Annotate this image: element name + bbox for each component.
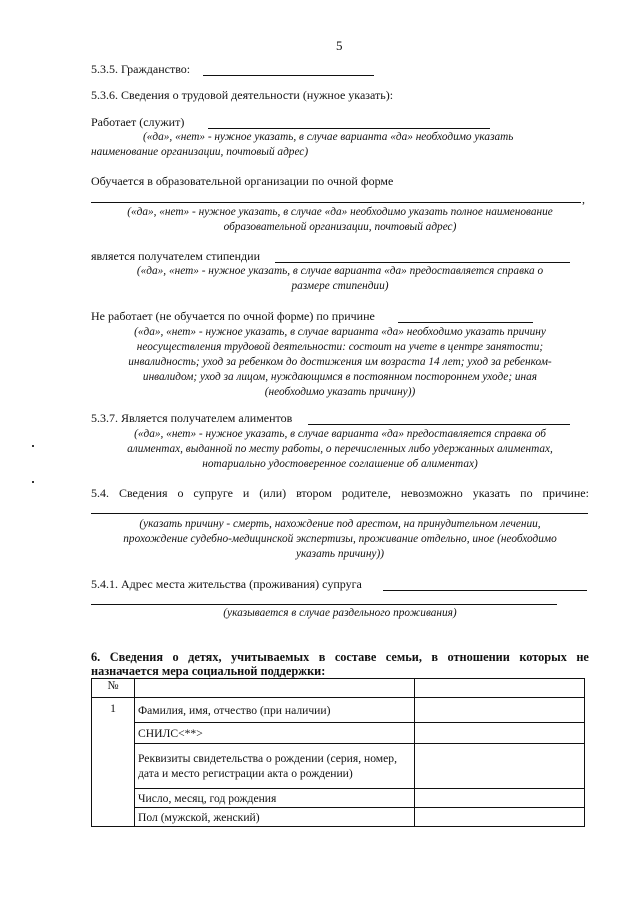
not-working-note-3: инвалидность; уход за ребенком до достижения им возраста 14 лет; уход за ребенком- xyxy=(128,356,552,368)
row-value-full-name[interactable] xyxy=(415,698,585,723)
spouse-note-3: указать причину)) xyxy=(296,548,384,560)
page-number: 5 xyxy=(336,38,343,53)
not-working-note-1: («да», «нет» - нужное указать, в случае варианта «да» необходимо указать причину xyxy=(134,326,546,338)
stipend-label: является получателем стипендии xyxy=(91,249,260,263)
citizenship-label: 5.3.5. Гражданство: xyxy=(91,62,191,76)
table-row xyxy=(92,723,585,744)
row-value-birth-date[interactable] xyxy=(415,789,585,808)
studies-note-2: образовательной организации, почтовый адрес) xyxy=(223,221,457,233)
spouse-note-1: (указать причину - смерть, нахождение под арестом, на принудительном лечении, xyxy=(139,518,541,530)
alimony-note-3: нотариально удостоверенное соглашение об алиментах) xyxy=(202,458,478,470)
children-table xyxy=(91,678,585,827)
spouse-address-note: (указывается в случае раздельного проживания) xyxy=(223,607,457,619)
studies-label: Обучается в образовательной организации по очной форме xyxy=(91,174,394,188)
header-number-cell: № xyxy=(92,679,135,698)
spouse-note-2: прохождение судебно-медицинской экспертизы, проживание отдельно, иное (необходимо xyxy=(123,533,557,545)
alimony-note-1: («да», «нет» - нужное указать, в случае варианта «да» предоставляется справка об xyxy=(134,428,546,440)
spouse-reason-field[interactable] xyxy=(91,513,588,514)
works-label: Работает (служит) xyxy=(91,115,185,129)
children-heading-line-1: 6. Сведения о детях, учитываемых в составе семьи, в отношении которых не xyxy=(91,650,589,664)
children-heading-line-2: назначается мера социальной поддержки: xyxy=(91,664,326,678)
row-value-gender[interactable] xyxy=(415,808,585,827)
row-label-snils: СНИЛС<**> xyxy=(135,723,415,744)
row-label-birth-date: Число, месяц, год рождения xyxy=(135,789,415,808)
alimony-field[interactable] xyxy=(308,424,570,425)
spouse-address-field-2[interactable] xyxy=(91,604,557,605)
stipend-note-1: («да», «нет» - нужное указать, в случае варианта «да» предоставляется справка о xyxy=(136,265,544,277)
spouse-heading: 5.4. Сведения о супруге и (или) втором родителе, невозможно указать по причине: xyxy=(91,486,589,500)
studies-note-1: («да», «нет» - нужное указать, в случае «да» необходимо указать полное наименование xyxy=(127,206,553,218)
table-header-row xyxy=(92,679,585,698)
citizenship-field[interactable] xyxy=(203,75,374,76)
studies-field[interactable] xyxy=(91,202,581,203)
table-row xyxy=(92,698,585,723)
not-working-note-4: инвалидом; уход за лицом, нуждающимся в постоянном постороннем уходе; иная xyxy=(142,371,538,383)
table-row xyxy=(92,808,585,827)
header-label-cell xyxy=(135,679,415,698)
studies-comma: , xyxy=(582,192,585,206)
scan-dot xyxy=(32,481,34,483)
row-number-cell: 1 xyxy=(92,698,135,827)
row-label-birth-certificate: Реквизиты свидетельства о рождении (серия, номер, дата и место регистрации акта о рождении) xyxy=(135,744,415,789)
row-label-full-name: Фамилия, имя, отчество (при наличии) xyxy=(135,698,415,723)
spouse-address-field-1[interactable] xyxy=(383,590,587,591)
not-working-label: Не работает (не обучается по очной форме) по причине xyxy=(91,309,375,323)
not-working-note-5: (необходимо указать причину)) xyxy=(264,386,416,398)
table-row xyxy=(92,789,585,808)
scan-dot xyxy=(32,445,34,447)
not-working-note-2: неосуществления трудовой деятельности: состоит на учете в центре занятости; xyxy=(136,341,544,353)
stipend-note-2: размере стипендии) xyxy=(291,280,389,292)
alimony-label: 5.3.7. Является получателем алиментов xyxy=(91,411,293,425)
stipend-field[interactable] xyxy=(275,262,570,263)
spouse-address-label: 5.4.1. Адрес места жительства (проживания) супруга xyxy=(91,577,362,591)
row-value-birth-certificate[interactable] xyxy=(415,744,585,789)
table-row xyxy=(92,744,585,789)
works-note-2: наименование организации, почтовый адрес) xyxy=(91,146,309,158)
works-note-1: («да», «нет» - нужное указать, в случае варианта «да» необходимо указать xyxy=(143,131,514,143)
alimony-note-2: алиментах, выданной по месту работы, о перечисленных либо удержанных алиментах, xyxy=(127,443,553,455)
employment-heading: 5.3.6. Сведения о трудовой деятельности (нужное указать): xyxy=(91,88,394,102)
header-value-cell[interactable] xyxy=(415,679,585,698)
works-field[interactable] xyxy=(208,128,490,129)
row-value-snils[interactable] xyxy=(415,723,585,744)
not-working-field[interactable] xyxy=(398,322,533,323)
row-label-gender: Пол (мужской, женский) xyxy=(135,808,415,827)
